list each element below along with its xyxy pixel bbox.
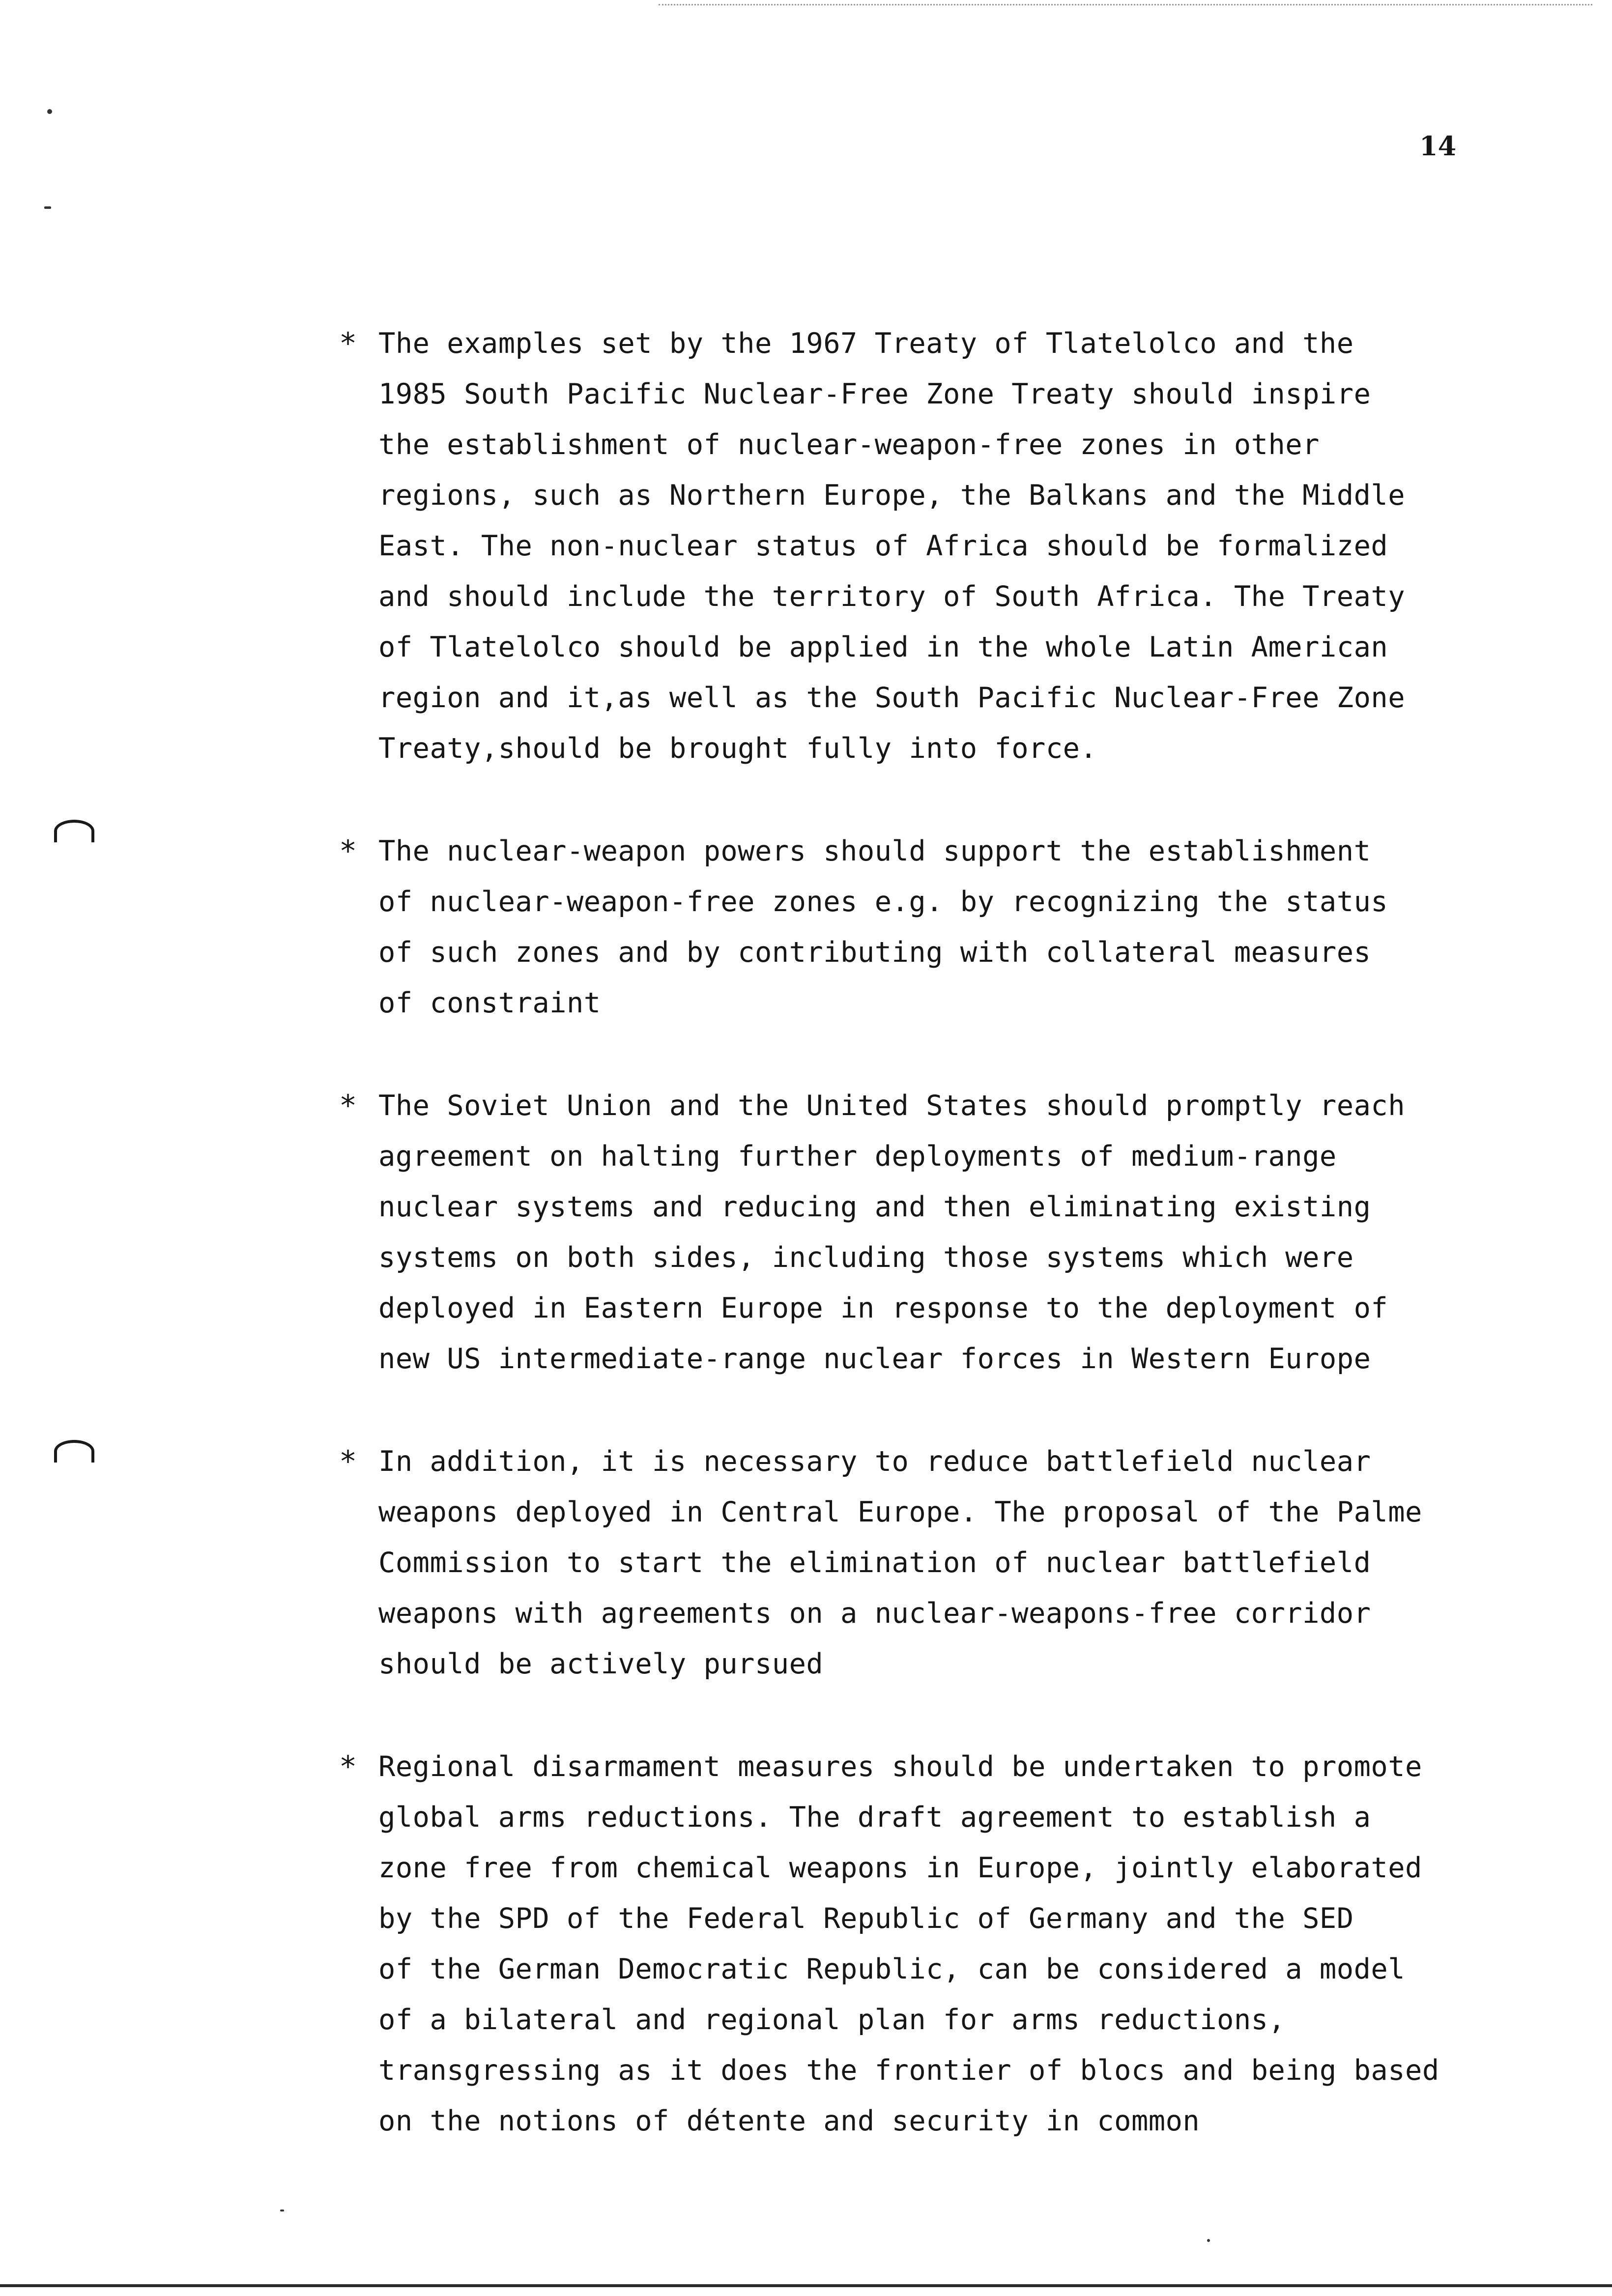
text-line: Regional disarmament measures should be undertaken to promote (378, 1751, 1422, 1783)
scan-bottom-edge (0, 2284, 1612, 2287)
bullet-list (339, 318, 1607, 2199)
punch-hole-mark (54, 820, 94, 842)
text-line: zone free from chemical weapons in Europe, jointly elaborated (378, 1852, 1422, 1884)
text-line: of nuclear-weapon-free zones e.g. by recognizing the status (378, 886, 1388, 918)
text-line: The examples set by the 1967 Treaty of Tlatelolco and the (378, 327, 1354, 360)
bullet-marker: * (339, 834, 357, 868)
text-line: The nuclear-weapon powers should support the establishment (378, 835, 1371, 867)
text-line: of Tlatelolco should be applied in the whole Latin American (378, 631, 1388, 663)
text-line: agreement on halting further deployments of medium-range (378, 1140, 1337, 1173)
scan-speck (44, 206, 51, 209)
bullet-marker: * (339, 1444, 357, 1479)
text-line: of constraint (378, 987, 601, 1019)
text-line: of such zones and by contributing with collateral measures (378, 936, 1371, 969)
text-line: weapons with agreements on a nuclear-weapons-free corridor (378, 1597, 1371, 1630)
text-line: Treaty,should be brought fully into force. (378, 732, 1097, 765)
bullet-item (339, 1081, 1607, 1384)
scan-top-edge (659, 4, 1592, 7)
text-line: of a bilateral and regional plan for arms reductions, (378, 2004, 1286, 2036)
text-line: systems on both sides, including those systems which were (378, 1241, 1354, 1274)
scan-speck (1207, 2239, 1210, 2242)
text-line: new US intermediate-range nuclear forces in Western Europe (378, 1343, 1371, 1375)
text-line: In addition, it is necessary to reduce battlefield nuclear (378, 1445, 1371, 1478)
bullet-item (339, 1742, 1607, 2147)
text-line: region and it,as well as the South Pacific Nuclear-Free Zone (378, 682, 1406, 714)
text-line: transgressing as it does the frontier of blocs and being based (378, 2054, 1439, 2087)
text-line: by the SPD of the Federal Republic of Germany and the SED (378, 1902, 1354, 1935)
bullet-marker: * (339, 1089, 357, 1123)
text-line: weapons deployed in Central Europe. The proposal of the Palme (378, 1496, 1422, 1528)
text-line: East. The non-nuclear status of Africa should be formalized (378, 530, 1388, 562)
text-line: Commission to start the elimination of nuclear battlefield (378, 1547, 1371, 1579)
text-line: should be actively pursued (378, 1648, 824, 1680)
punch-hole-mark (54, 1440, 94, 1463)
text-line: global arms reductions. The draft agreement to establish a (378, 1801, 1371, 1834)
bullet-item (339, 318, 1607, 774)
text-line: 1985 South Pacific Nuclear-Free Zone Treaty should inspire (378, 378, 1371, 410)
bullet-item (339, 1436, 1607, 1690)
text-line: deployed in Eastern Europe in response to the deployment of (378, 1292, 1388, 1324)
bullet-marker: * (339, 326, 357, 361)
text-line: and should include the territory of South Africa. The Treaty (378, 580, 1406, 613)
text-line: The Soviet Union and the United States should promptly reach (378, 1090, 1406, 1122)
text-line: the establishment of nuclear-weapon-free zones in other (378, 429, 1320, 461)
bullet-item (339, 826, 1607, 1029)
page-number: 14 (1419, 130, 1457, 162)
text-line: regions, such as Northern Europe, the Balkans and the Middle (378, 479, 1406, 512)
text-line: on the notions of détente and security in common (378, 2105, 1200, 2137)
scan-speck (280, 2210, 284, 2211)
text-line: of the German Democratic Republic, can be considered a model (378, 1953, 1406, 1985)
bullet-marker: * (339, 1750, 357, 1784)
scan-speck (47, 109, 52, 114)
text-line: nuclear systems and reducing and then eliminating existing (378, 1191, 1371, 1223)
